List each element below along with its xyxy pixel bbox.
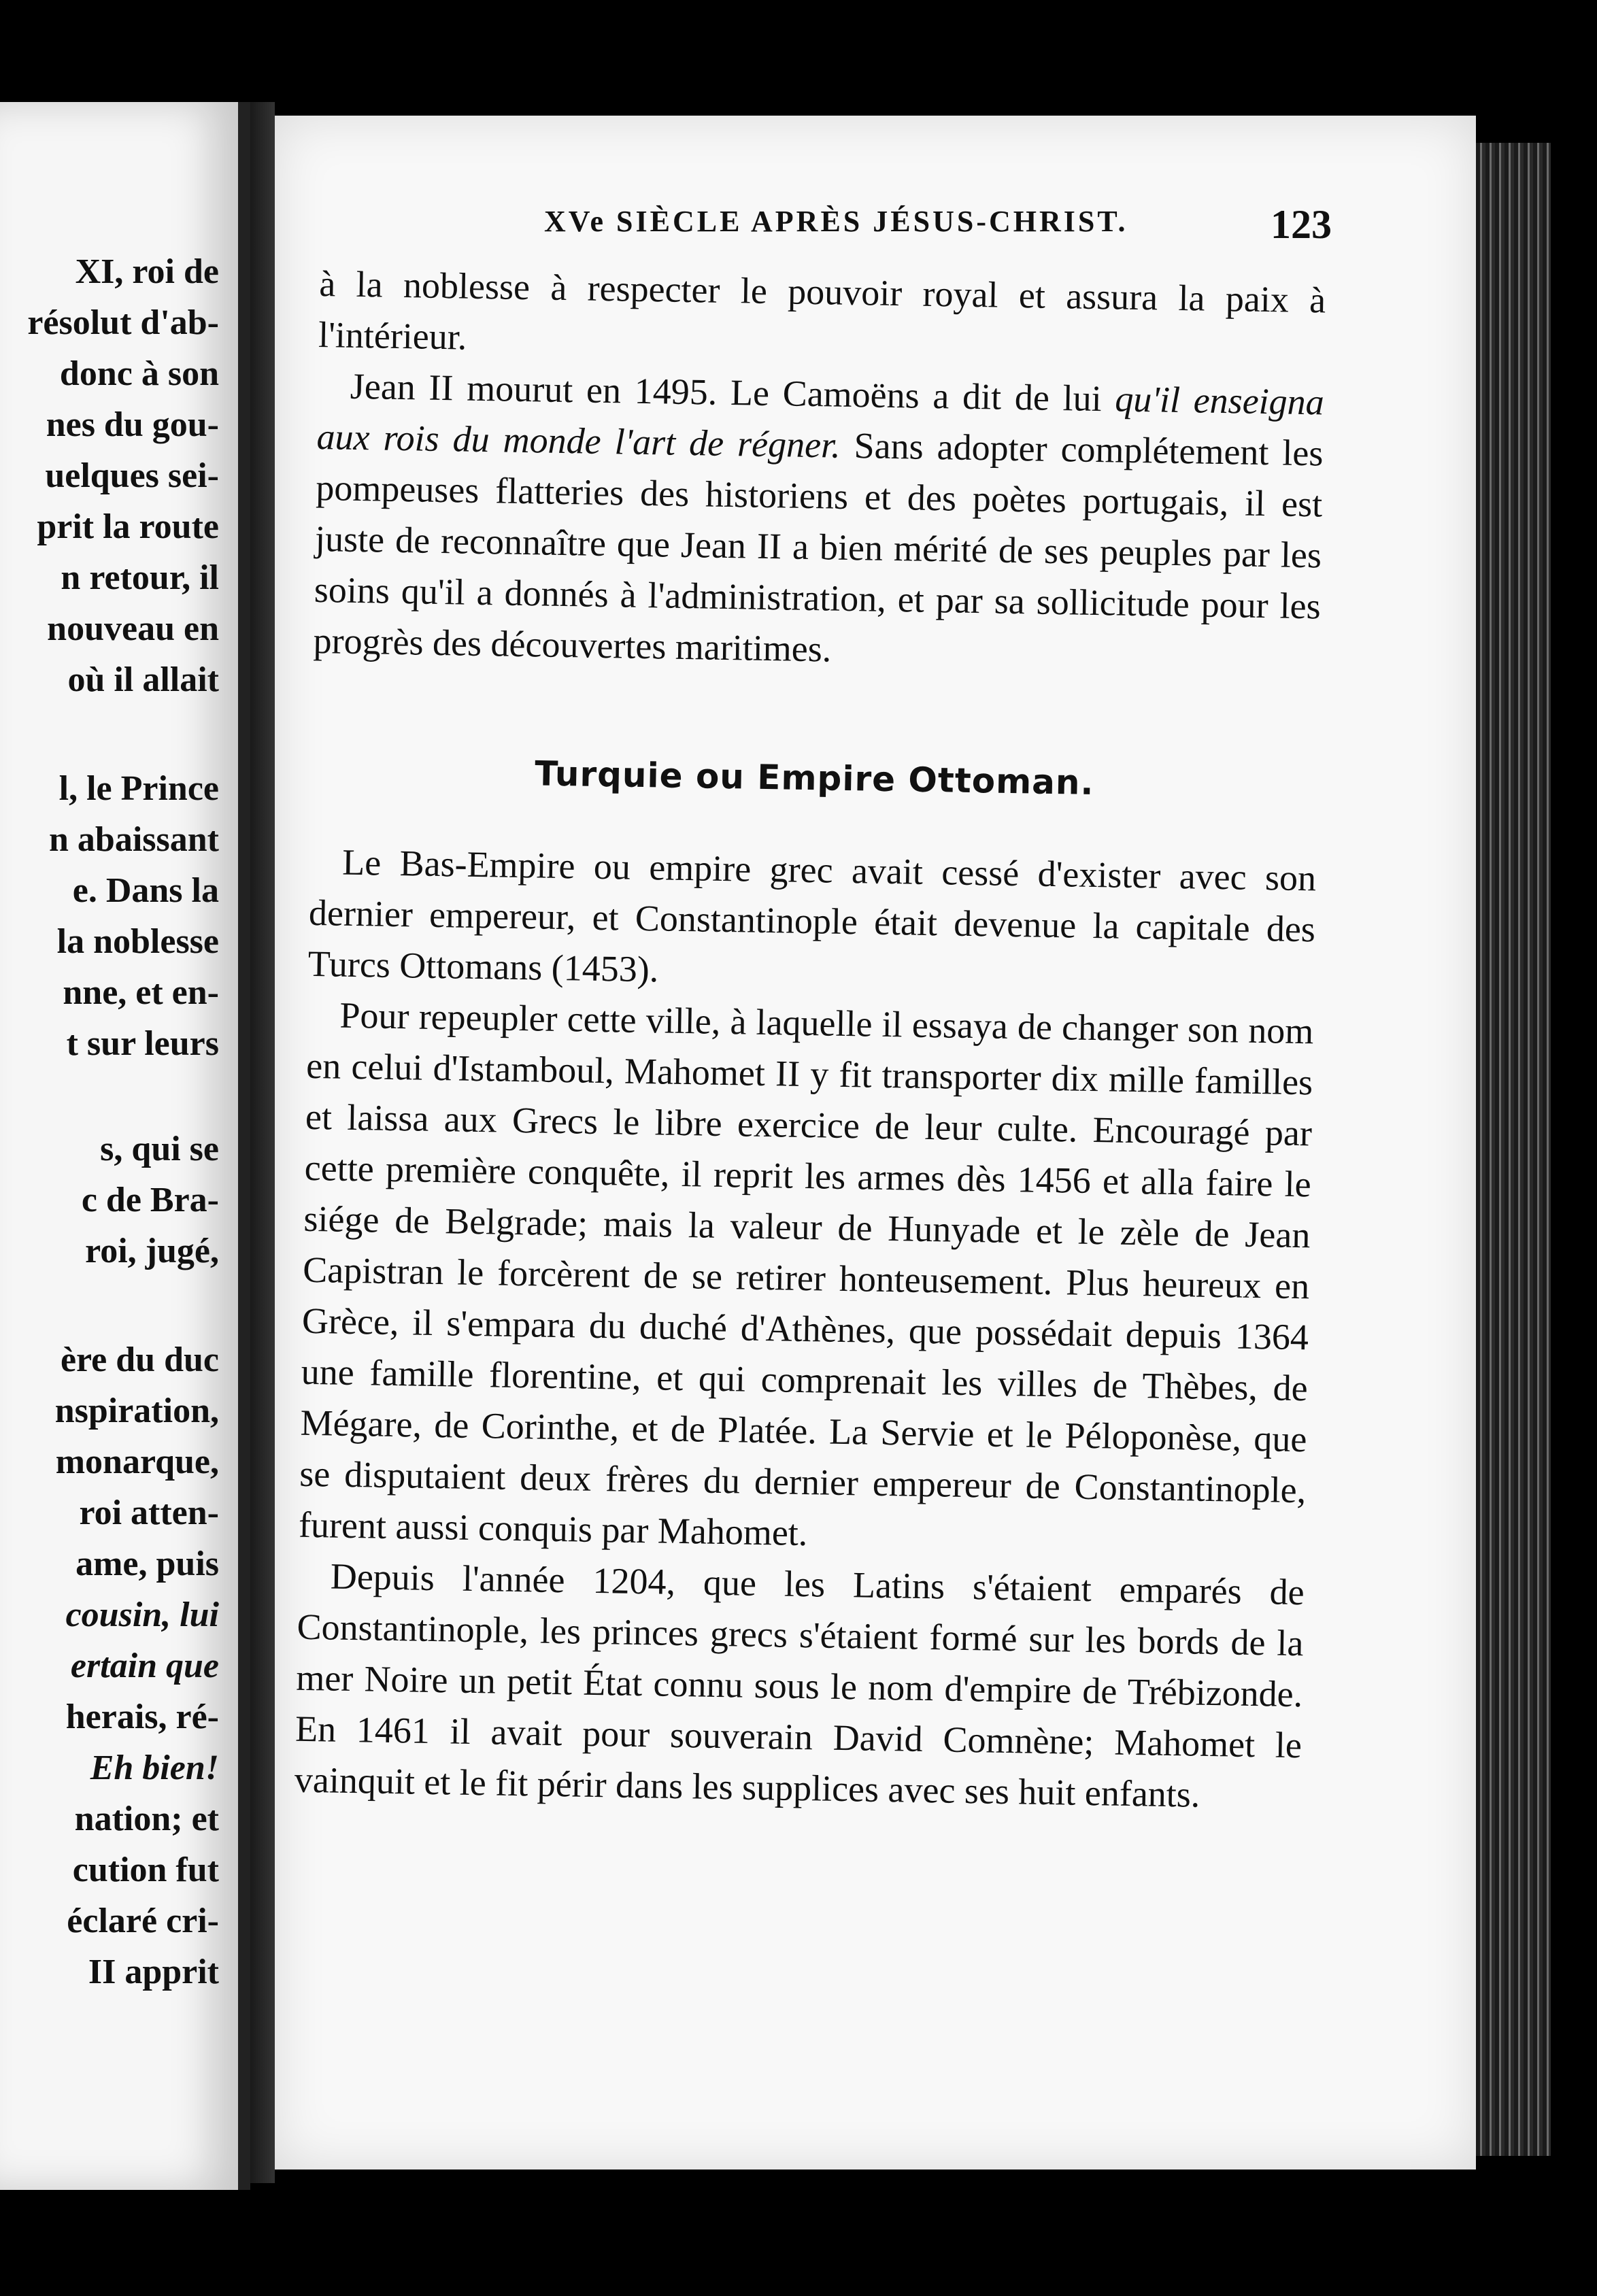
paragraph: Depuis l'année 1204, que les Latins s'étaient emparés de Constantinople, les princes grecs s'étaient formé sur les bords de la mer Noire un petit État connu sous le nom d'empire de Trébizonde. En 1461 il avait pour souverain David Comnène; Mahomet le vainquit et le fit périr dans les supplices avec ses huit enfants. (294, 1555, 1305, 1815)
left-page-line: où il allait (67, 660, 219, 699)
left-page-line: l, le Prince (58, 769, 219, 808)
left-page-line: nouveau en (47, 609, 219, 648)
left-page-line: roi atten- (79, 1493, 219, 1532)
left-page-line: t sur leurs (66, 1024, 219, 1063)
left-page-line: cution fut (72, 1851, 219, 1889)
left-page-line: herais, ré- (65, 1698, 219, 1736)
left-page-line: cousin, lui (65, 1596, 219, 1634)
page-number: 123 (1271, 202, 1332, 247)
paragraph-text: Jean II mourut en 1495. Le Camoëns a dit de lui (350, 365, 1115, 420)
left-page-line: ame, puis (75, 1544, 219, 1583)
paragraph (313, 360, 1324, 683)
running-head: XVe SIÈCLE APRÈS JÉSUS-CHRIST. (544, 205, 1128, 238)
left-page-line: n abaissant (49, 820, 219, 859)
section-heading: Turquie ou Empire Ottoman. (534, 754, 1095, 803)
left-page-line: n retour, il (61, 558, 219, 597)
paragraph: à la noblesse à respecter le pouvoir royal et assura la paix à l'intérieur. (318, 263, 1326, 358)
paragraph: Pour repeupler cette ville, à laquelle il essaya de changer son nom en celui d'Istamboul, Mahomet II y fit transporter dix mille familles et laissa aux Grecs le libre exercice de leur culte. Encouragé par cette première conquête, il reprit les armes dès 1456 et alla faire le siége de Belgrade; mais la valeur de Hunyade et le zèle de Jean Capistran le forcèrent de se retirer honteusement. Plus heureux en Grèce, il s'empara du duché d'Athènes, que possédait depuis 1364 une famille florentine, et qui comprenait les villes de Thèbes, de Mégare, de Corinthe, et de Platée. La Servie et le Péloponèse, que se disputaient deux frères du dernier empereur de Constantinople, furent aussi conquis par Mahomet. (298, 994, 1314, 1554)
left-page-line: c de Bra- (81, 1181, 219, 1219)
left-page-line: ère du duc (60, 1340, 219, 1379)
left-page-line: prit la route (37, 507, 219, 546)
left-page-line: monarque, (55, 1442, 219, 1481)
left-page-line: la noblesse (56, 922, 219, 961)
left-page-line: roi, jugé, (85, 1232, 219, 1270)
left-page-line: uelques sei- (45, 456, 219, 495)
left-page-line: XI, roi de (75, 252, 219, 291)
left-page-line: ertain que (70, 1647, 219, 1685)
left-page-line: s, qui se (100, 1130, 219, 1168)
paragraph: Le Bas-Empire ou empire grec avait cessé d'exister avec son dernier empereur, et Constantinople était devenue la capitale des Turcs Ottomans (1453). (307, 841, 1317, 990)
page-edges (1476, 143, 1551, 2156)
left-page-line: e. Dans la (72, 871, 219, 910)
left-page-line: nne, et en- (63, 973, 219, 1012)
left-page-line: Eh bien! (90, 1749, 219, 1787)
left-page-line: nation; et (74, 1800, 219, 1838)
left-page-line: nspiration, (54, 1391, 219, 1430)
left-page-line: résolut d'ab- (27, 303, 219, 342)
quotation-italic: qu'il enseigna aux rois du monde l'art de régner. (316, 378, 1325, 466)
book-gutter (250, 102, 275, 2183)
left-page-line: II apprit (88, 1953, 219, 1991)
paragraph-text: Sans adopter complétement les pompeuses flatteries des historiens et des poètes portugais, il est juste de reconnaître que Jean II a bien mérité de ses peuples par les soins qu'il a donnés à l'administration, et par sa sollicitude pour les progrès des découvertes maritimes. (313, 424, 1324, 670)
left-page-line: nes du gou- (46, 405, 219, 444)
left-page (0, 102, 250, 2190)
page-text (294, 258, 1326, 1822)
left-page-line: éclaré cri- (67, 1902, 219, 1940)
left-page-line: donc à son (59, 354, 219, 393)
